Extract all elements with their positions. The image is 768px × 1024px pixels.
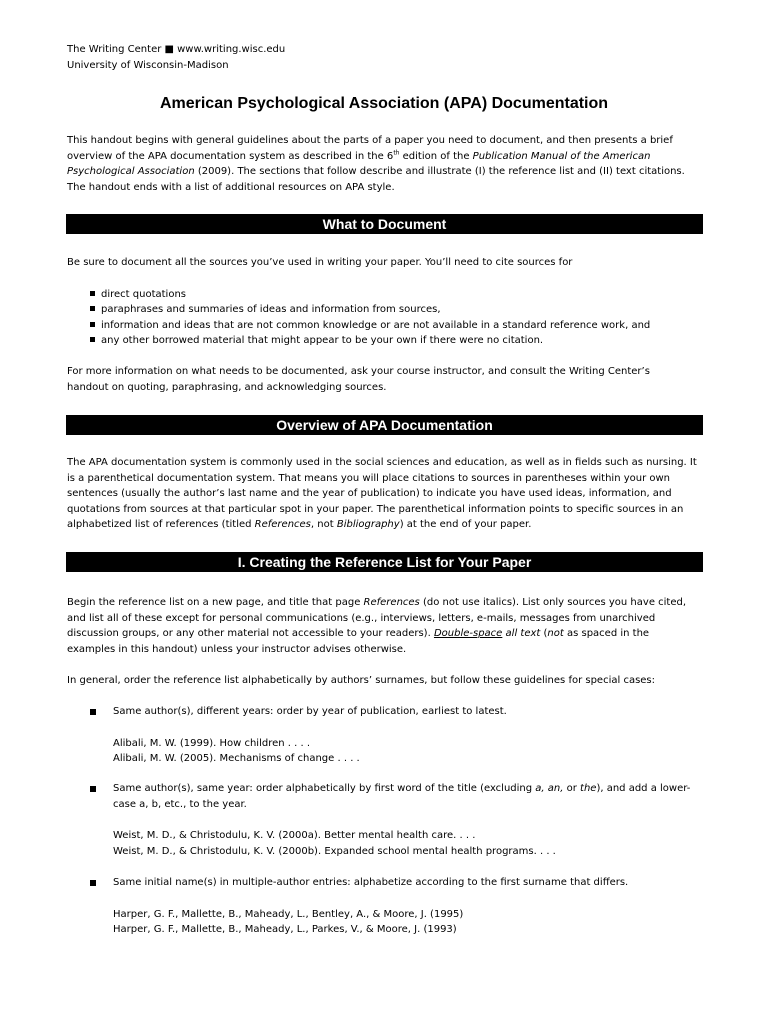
what-more-paragraph: For more information on what needs to be documented, ask your course instructor, and consult the Writing Center’s handout on quoting, paraphrasing, and acknowledging sources. — [67, 366, 650, 393]
page-title: American Psychological Association (APA) Documentation — [159, 95, 609, 112]
bullet-icon — [90, 322, 95, 327]
reference-intro-paragraph: Begin the reference list on a new page, and title that page References (do not use italics). List only sources you have cited, and list all of these except for personal communications (e.g., interviews, letters, e-mails, messages from unarchived discussion groups, or any other material not accessible to your readers). Double-space all text (not as spaced in the examples in this handout) unless your instructor advises otherwise. — [67, 597, 687, 655]
example-reference: Alibali, M. W. (2005). Mechanisms of change . . . . — [113, 753, 360, 764]
case-same-initial-names: Same initial name(s) in multiple-author entries: alphabetize according to the first surname that differs. — [113, 877, 629, 888]
example-reference: Weist, M. D., & Christodulu, K. V. (2000a). Better mental health care. . . . — [113, 830, 476, 841]
list-item: paraphrases and summaries of ideas and information from sources, — [90, 302, 441, 318]
header — [67, 42, 285, 73]
list-item: information and ideas that are not common knowledge or are not available in a standard reference work, and — [90, 318, 650, 334]
bullet-icon — [90, 786, 96, 792]
bullet-icon — [90, 291, 95, 296]
bullet-icon — [90, 306, 95, 311]
section-heading-overview: Overview of APA Documentation — [66, 415, 703, 435]
intro-paragraph: This handout begins with general guidelines about the parts of a paper you need to document, and then presents a brief overview of the APA documentation system as described in the 6th edition of the Publication Manual of the American Psychological Association (2009). The sections that follow describe and illustrate (I) the reference list and (II) text citations. The handout ends with a list of additional resources on APA style. — [67, 135, 685, 193]
example-reference: Harper, G. F., Mallette, B., Maheady, L., Parkes, V., & Moore, J. (1993) — [113, 924, 457, 935]
example-reference: Weist, M. D., & Christodulu, K. V. (2000b). Expanded school mental health programs. . . . — [113, 846, 556, 857]
section-heading-reference-list: I. Creating the Reference List for Your Paper — [66, 552, 703, 572]
case-same-author-different-years: Same author(s), different years: order by year of publication, earliest to latest. — [113, 706, 507, 717]
header-line-2: University of Wisconsin-Madison — [67, 59, 229, 71]
bullet-icon — [90, 709, 96, 715]
example-reference: Harper, G. F., Mallette, B., Maheady, L., Bentley, A., & Moore, J. (1995) — [113, 909, 464, 920]
case-same-author-same-year: Same author(s), same year: order alphabetically by first word of the title (excluding a, an, or the), and add a lower- case a, b, etc., to the year. — [113, 783, 691, 810]
list-item: any other borrowed material that might appear to be your own if there were no citation. — [90, 333, 543, 349]
bullet-icon — [90, 337, 95, 342]
reference-order-paragraph: In general, order the reference list alphabetically by authors’ surnames, but follow these guidelines for special cases: — [67, 675, 656, 686]
what-lead: Be sure to document all the sources you’ve used in writing your paper. You’ll need to cite sources for — [67, 257, 573, 268]
section-heading-what-to-document: What to Document — [66, 214, 703, 234]
list-item: direct quotations — [90, 287, 186, 303]
bullet-icon — [90, 880, 96, 886]
overview-paragraph: The APA documentation system is commonly used in the social sciences and education, as well as in fields such as nursing. It is a parenthetical documentation system. That means you will place citations to sources in parentheses within your own sentences (usually the author’s last name and the year of publication) to indicate you have used ideas, information, and quotations from sources at that particular spot in your paper. The parenthetical information points to specific sources in an alphabetized list of references (titled References, not Bibliography) at the end of your paper. — [67, 457, 697, 530]
example-reference: Alibali, M. W. (1999). How children . . . . — [113, 738, 311, 749]
header-line-1: The Writing Center ■ www.writing.wisc.edu — [67, 44, 286, 55]
